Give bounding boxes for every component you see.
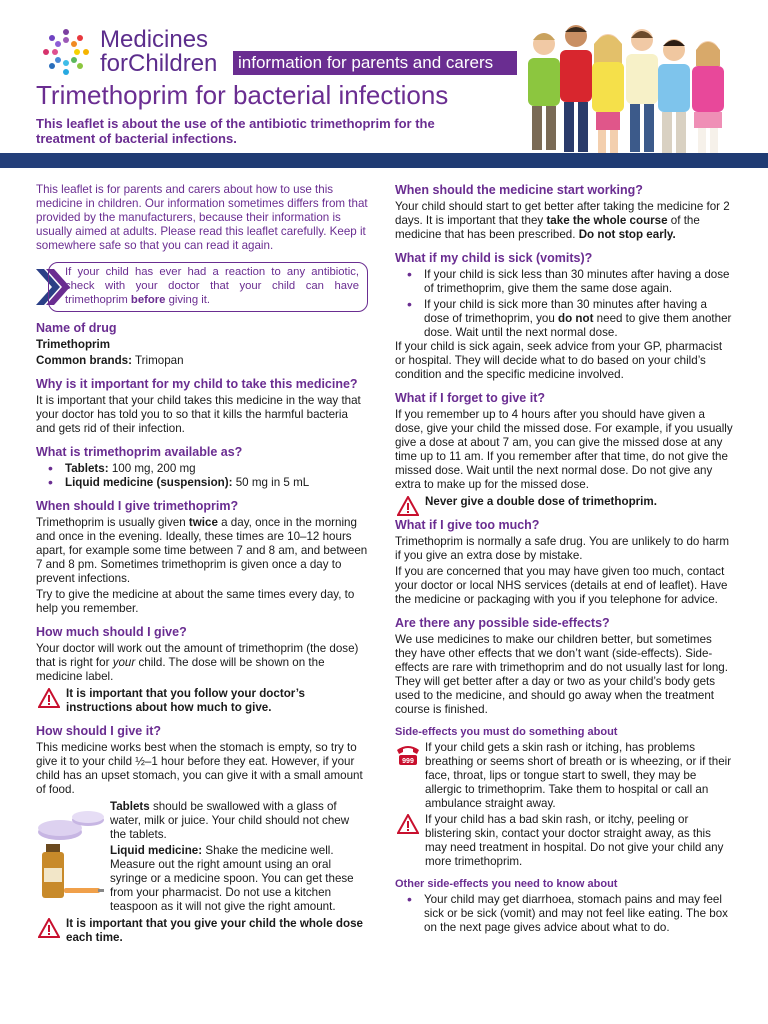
name-of-drug-heading: Name of drug — [36, 321, 117, 335]
double-dose-warning-text: Never give a double dose of trimethoprim. — [425, 495, 657, 508]
forget-text: If you remember up to 4 hours after you should have given a dose, give your child the missed dose. For example, if you usually give a dose at about 7 am, you can give the missed dose at any time up to 11 am. If you remember after that time, do not give the missed dose. Wait until the next normal dose. Do not give any extra to make up for the missed dose. — [395, 408, 733, 491]
how-much-text: Your doctor will work out the amount of trimethoprim (the dose) that is right for your child. The dose will be shown on the medicine label. — [36, 642, 359, 683]
drug-name: Trimethoprim — [36, 338, 111, 351]
start-working-heading: When should the medicine start working? — [395, 183, 643, 197]
reaction-callout — [36, 262, 368, 312]
why-text: It is important that your child takes this medicine in the way that your doctor has told you to so that it kills the harmful bacteria and gets rid of their infection. — [36, 394, 361, 435]
callout-box — [48, 262, 368, 312]
brands-label: Common brands: — [36, 354, 132, 367]
how-give-text: This medicine works best when the stomach is empty, so try to give it to your child ½–1 hour before they eat. However, if your child has an upset stomach, you can give it with a small amount of food. — [36, 741, 363, 796]
start-working-text: Your child should start to get better after taking the medicine for 2 days. It is important that they take the whole course of the medicine that has been prescribed. Do not stop early. — [395, 200, 730, 241]
tablets-icon — [36, 800, 106, 844]
medicines-for-children-logo-icon — [38, 26, 98, 78]
when-text-2: Try to give the medicine at about the same times every day, to help you remember. — [36, 588, 355, 615]
tagline-bar: information for parents and carers — [233, 51, 517, 75]
available-list — [36, 462, 368, 490]
page-subtitle: This leaflet is about the use of the antibiotic trimethoprim for the treatment of bacterial infections. — [36, 116, 435, 146]
whole-dose-warning — [36, 917, 368, 945]
other-list — [395, 893, 735, 935]
dose-warning-text: It is important that you follow your doctor’s instructions about how much to give. — [66, 687, 305, 714]
liquid-row: Liquid medicine: Shake the medicine well. Measure out the right amount using an oral syringe or a medicine spoon. You can get these from your pharmacist. Do not use a kitchen teaspoon as it will not give the right amount. — [36, 844, 368, 914]
callout-text: If your child has ever had a reaction to any antibiotic, check with your doctor that your child can have trimethoprim — [65, 266, 359, 306]
whole-dose-warning-text: It is important that you give your child the whole dose each time. — [66, 917, 363, 944]
side-effects-heading: Are there any possible side-effects? — [395, 616, 610, 630]
sick-heading: What if my child is sick (vomits)? — [395, 251, 593, 265]
how-much-heading: How much should I give? — [36, 625, 187, 639]
children-photo-icon — [516, 22, 738, 168]
left-column — [36, 183, 368, 945]
sick-list — [395, 268, 735, 340]
page-title: Trimethoprim for bacterial infections — [36, 80, 449, 110]
allergy-text: If your child gets a skin rash or itching, has problems breathing or seems short of breath or is wheezing, or if their face, throat, lips or tongue start to swell, they may be allergic to trimethoprim. Take them to hospital or call an ambulance straight away. — [425, 741, 732, 810]
page-header — [0, 0, 768, 168]
available-heading: What is trimethoprim available as? — [36, 445, 243, 459]
emergency-phone-icon — [395, 742, 421, 766]
list-item: • If your child is sick more than 30 minutes after having a dose of trimethoprim, you do not need to give them another dose. Wait until the next normal dose. — [395, 298, 735, 340]
warning-triangle-icon — [38, 688, 60, 708]
brand-children: Children — [128, 50, 218, 77]
callout-text-end: giving it. — [165, 294, 211, 306]
warning-triangle-icon — [397, 814, 419, 834]
medicine-bottle-icon — [36, 844, 106, 900]
phone-badge: 999 — [402, 758, 414, 765]
brand-name — [100, 28, 217, 76]
side-effects-text: We use medicines to make our children better, but sometimes they have other effects that we don’t want (side-effects). Side-effects are rare with trimethoprim and do not usually last for long. They will get better after a day or two as your child’s body gets used to the medicine, and should go away when the treatment course is finished. — [395, 633, 728, 716]
dose-warning — [36, 687, 368, 715]
double-dose-warning — [395, 495, 735, 509]
skin-text: If your child has a bad skin rash, or itchy, peeling or blistering skin, contact your doctor straight away, as this may need treatment in hospital. Do not give your child any more trimethoprim. — [425, 813, 724, 868]
list-item: • If your child is sick less than 30 minutes after having a dose of trimethoprim, give them the same dose again. — [395, 268, 735, 296]
when-text: Trimethoprim is usually given twice a day, once in the morning and once in the evening. Ideally, these times are 10–12 hours apart, for example some time between 7 and 8 am, and between 7 and 8 pm. Sometimes trimethoprim is given once a day to prevent infections. — [36, 516, 368, 585]
allergy-item — [395, 741, 735, 811]
header-blue-band — [0, 153, 768, 168]
forget-heading: What if I forget to give it? — [395, 391, 545, 405]
brand-line1: Medicines — [100, 26, 209, 53]
too-much-text-2: If you are concerned that you may have given too much, contact your doctor or local NHS services (details at end of leaflet). Have the medicine or packaging with you if you telephone for advice. — [395, 565, 728, 606]
warning-triangle-icon — [397, 496, 419, 516]
other-side-effects-heading: Other side-effects you need to know about — [395, 878, 618, 890]
why-heading: Why is it important for my child to take this medicine? — [36, 377, 358, 391]
too-much-heading: What if I give too much? — [395, 518, 540, 532]
how-give-heading: How should I give it? — [36, 724, 161, 738]
list-item: • Your child may get diarrhoea, stomach pains and may feel sick or be sick (vomit) and may not feel like eating. The box on the next page gives advice about what to do. — [395, 893, 735, 935]
must-do-heading: Side-effects you must do something about — [395, 726, 618, 738]
tablets-row: Tablets should be swallowed with a glass of water, milk or juice. Your child should not chew the tablets. — [36, 800, 368, 842]
list-item: • Tablets: 100 mg, 200 mg — [36, 462, 368, 476]
brand-for: for — [100, 50, 129, 77]
right-column — [395, 183, 735, 935]
brands-value: Trimopan — [131, 354, 184, 367]
callout-bold: before — [130, 294, 166, 306]
warning-triangle-icon — [38, 918, 60, 938]
sick-after-text: If your child is sick again, seek advice from your GP, pharmacist or hospital. They will decide what to do based on your child’s condition and the specific medicine involved. — [395, 340, 723, 381]
intro-text: This leaflet is for parents and carers about how to use this medicine in children. Our information sometimes differs from that provided by the manufacturers, because their information is usually aimed at adults. Please read this leaflet carefully. Keep it somewhere safe so that you can read it again. — [36, 183, 368, 252]
skin-item — [395, 813, 735, 869]
list-item: • Liquid medicine (suspension): 50 mg in 5 mL — [36, 476, 368, 490]
when-heading: When should I give trimethoprim? — [36, 499, 239, 513]
too-much-text: Trimethoprim is normally a safe drug. You are unlikely to do harm if you give an extra dose by mistake. — [395, 535, 730, 562]
